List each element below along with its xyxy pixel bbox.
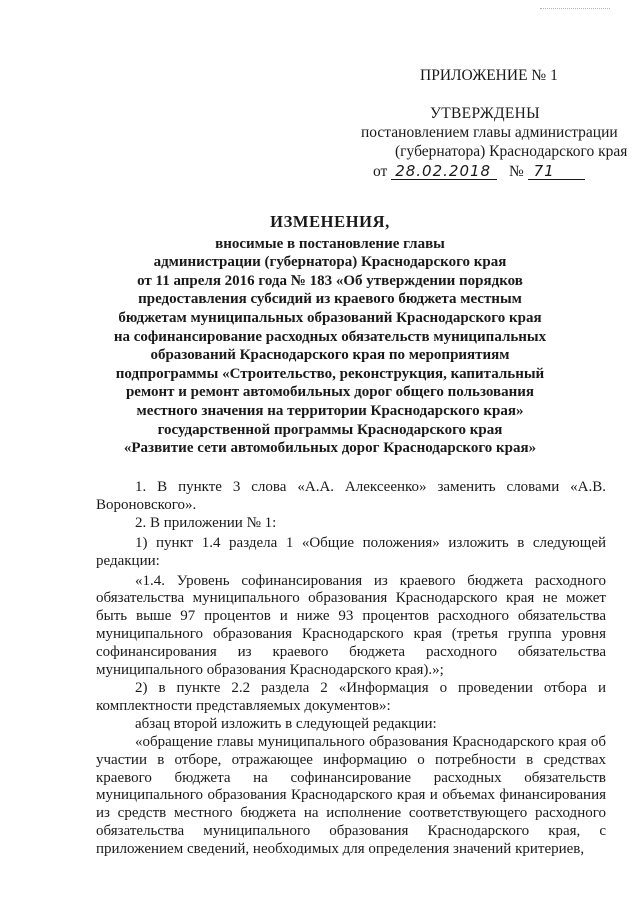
number-label: № [508, 163, 524, 180]
paragraph: «1.4. Уровень софинансирования из краевого бюджета расходного обязательства муниципального образования Краснодарского края не может быть выше 97 процентов и ниже 93 процентов расходного обязательства муниципального образования Краснодарского края (третья группа уровня софинансирования из краевого бюджета расходного обязательства муниципального образования Краснодарского края).»; [96, 572, 606, 679]
paragraph: «обращение главы муниципального образования Краснодарского края об участии в отборе, отражающее информацию о потребности в средствах краевого бюджета на софинансирование расходных обязательств муниципального образования Краснодарского края и объемах финансирования из средств местного бюджета на исполнение соответствующего расходного обязательства муниципального образования Краснодарского края, с приложением сведений, необходимых для определения значений критериев, [96, 733, 606, 858]
title-line: образований Краснодарского края по мероприятиям [150, 347, 510, 364]
title-line: вносимые в постановление главы [215, 235, 445, 252]
decree-line-1: постановлением главы администрации [361, 124, 618, 141]
decree-line-2: (губернатора) Краснодарского края [395, 143, 628, 160]
paragraph: 2. В приложении № 1: [135, 514, 277, 531]
appendix-label: ПРИЛОЖЕНИЕ № 1 [420, 67, 558, 84]
paragraph: 1. В пункте 3 слова «А.А. Алексеенко» заменить словами «А.В. Вороновского». [96, 479, 606, 513]
approved-label: УТВЕРЖДЕНЫ [430, 105, 540, 122]
handwritten-number: 71 [528, 163, 585, 180]
title-line: подпрограммы «Строительство, реконструкция, капитальный [115, 365, 545, 382]
handwritten-date: 28.02.2018 [391, 163, 497, 180]
date-prefix: от [373, 163, 388, 180]
paragraph: абзац второй изложить в следующей редакции: [135, 715, 437, 732]
title-line: «Развитие сети автомобильных дорог Краснодарского края» [123, 440, 537, 457]
paragraph: 1) пункт 1.4 раздела 1 «Общие положения» изложить в следующей редакции: [96, 534, 606, 569]
title-line: местного значения на территории Краснодарского края» [136, 402, 524, 419]
title-line: администрации (губернатора) Краснодарского края [153, 254, 507, 271]
title-line: на софинансирование расходных обязательств муниципальных [113, 328, 547, 345]
title-line: государственной программы Краснодарского края [157, 421, 503, 438]
title-line: предоставления субсидий из краевого бюджета местным [138, 291, 522, 308]
paragraph: 2) в пункте 2.2 раздела 2 «Информация о проведении отбора и комплектности представляемых документов»: [96, 679, 606, 714]
title-line: ремонт и ремонт автомобильных дорог общего пользования [125, 384, 535, 401]
title-line: от 11 апреля 2016 года № 183 «Об утверждении порядков [137, 272, 523, 289]
document-body [96, 479, 606, 859]
title-main: ИЗМЕНЕНИЯ, [270, 212, 390, 231]
scan-corner-mark [540, 8, 610, 15]
date-number-line [373, 162, 585, 181]
title-line: бюджетам муниципальных образований Краснодарского края [118, 309, 542, 326]
document-title [60, 213, 600, 458]
